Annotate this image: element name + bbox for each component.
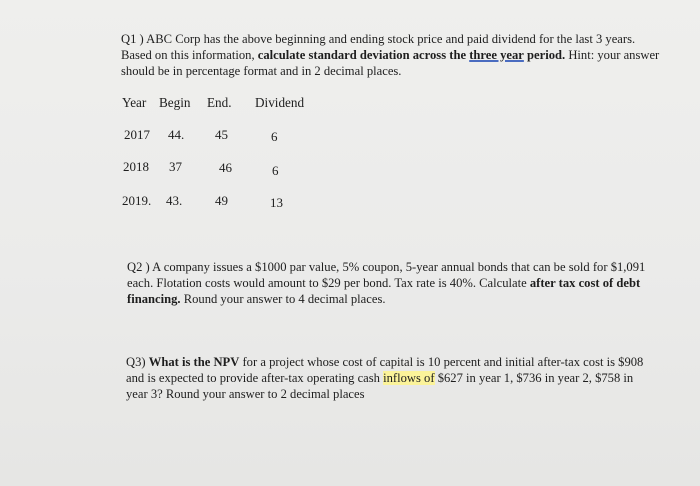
question-2 — [127, 259, 647, 307]
q3-label: Q3) — [126, 355, 149, 369]
table-cell-end: 46 — [219, 160, 232, 175]
q1-hint: Hint: your answer should be in percentage format and in 2 decimal places. — [121, 48, 660, 78]
q2-tail: Round your answer to 4 decimal places. — [180, 292, 386, 306]
question-1 — [121, 31, 666, 79]
q2-bold: after tax cost of debt financing. — [127, 276, 641, 306]
table-cell-year: 2018 — [123, 159, 149, 174]
q3-highlight: inflows of — [383, 371, 435, 385]
table-cell-begin: 44. — [168, 127, 185, 142]
table-cell-year: 2017 — [124, 127, 150, 142]
q2-text: Q2 ) A company issues a $1000 par value, 5% coupon, 5-year annual bonds that can be sold for $1,091 each. Flotation costs would amount to $29 per bond. Tax rate is 40%. Calculate — [127, 260, 646, 290]
q1-bold-period: period. — [527, 48, 566, 62]
header-dividend: Dividend — [255, 95, 305, 110]
q3-bold: What is the NPV — [148, 355, 240, 369]
table-cell-year: 2019. — [122, 193, 152, 208]
header-begin: Begin — [159, 95, 191, 110]
table-cell-end: 49 — [215, 193, 228, 208]
table-cell-dividend: 13 — [270, 195, 283, 210]
q1-bold-underlined: three year — [469, 48, 524, 62]
q3-text-2: $627 in year 1, $736 in year 2, $758 in year 3? Round your answer to 2 decimal places — [126, 371, 634, 401]
table-cell-end: 45 — [215, 127, 228, 142]
header-year: Year — [122, 95, 147, 110]
q1-bold-ask: calculate standard deviation across the — [257, 48, 470, 62]
q1-intro: Q1 ) ABC Corp has the above beginning and ending stock price and paid dividend for the last 3 years. Based on this information, — [121, 32, 636, 62]
question-3 — [126, 354, 656, 402]
table-cell-begin: 43. — [166, 193, 183, 208]
table-cell-begin: 37 — [169, 159, 182, 174]
table-cell-dividend: 6 — [271, 129, 278, 144]
table-cell-dividend: 6 — [272, 163, 279, 178]
q3-text-1: for a project whose cost of capital is 10 percent and initial after-tax cost is $908 and is expected to provide after-tax operating cash — [126, 355, 644, 385]
header-end: End. — [207, 95, 232, 110]
